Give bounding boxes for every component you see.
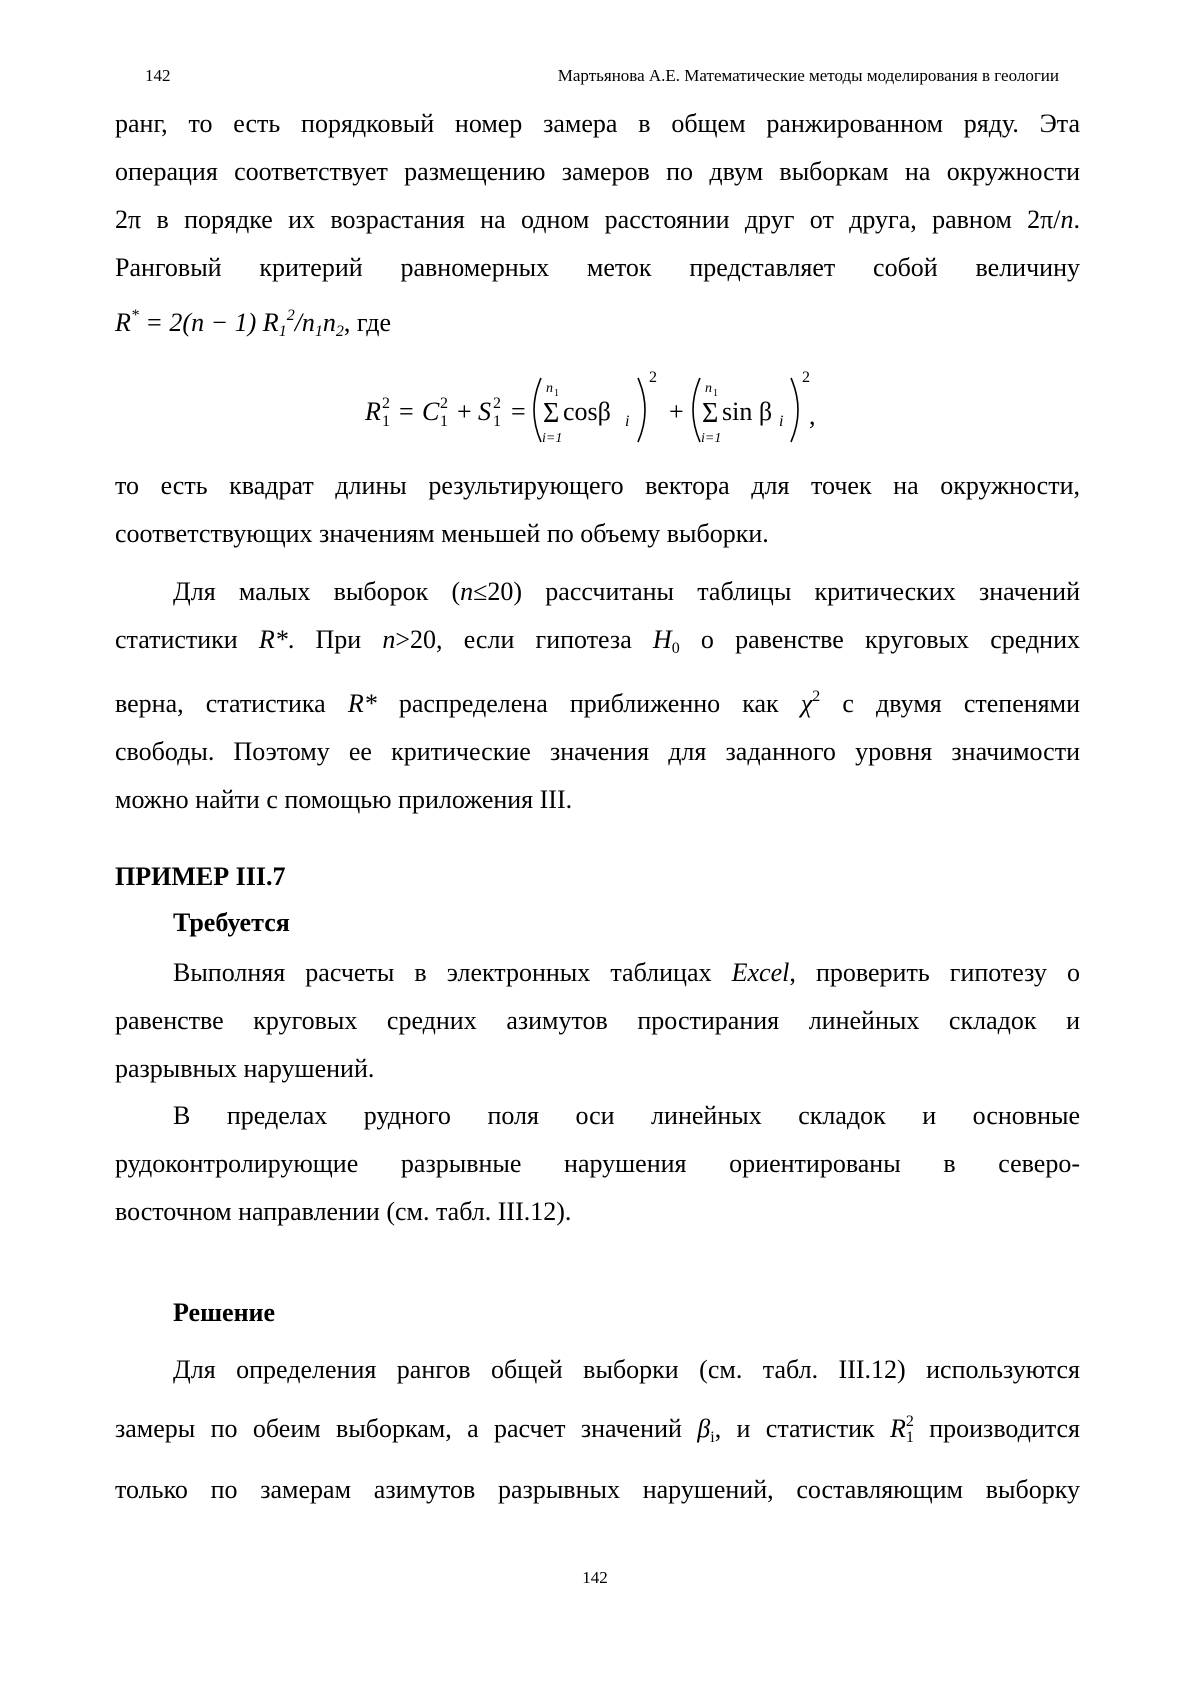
text-line: можно найти с помощью приложения III.	[115, 785, 573, 814]
variable-h-subscript: 0	[671, 640, 680, 657]
variable-chi-superscript: 2	[812, 688, 821, 705]
sin-beta: sin β	[722, 397, 773, 426]
equals-sign: =	[511, 397, 526, 426]
text-line: только по замерам азимутов разрывных нарушений, составляющим выборку	[115, 1475, 1080, 1504]
text-line: восточном направлении (см. табл. III.12).	[115, 1197, 572, 1226]
text-line: В пределах рудного поля оси линейных складок и основные	[173, 1101, 1080, 1130]
header-running-title: Мартьянова А.Е. Математические методы моделирования в геологии	[557, 66, 1059, 85]
square-exponent: 2	[802, 369, 810, 386]
left-paren	[693, 378, 700, 442]
display-formula-r1-squared	[365, 370, 825, 450]
sum-upper-limit-sub: 1	[713, 388, 718, 399]
text-fragment: о равенстве круговых средних	[679, 625, 1080, 654]
example-heading: ПРИМЕР III.7	[115, 862, 286, 891]
text-fragment: 2π в порядке их возрастания на одном расстоянии друг от друга, равном 2π/	[115, 205, 1061, 234]
text-line	[115, 616, 1080, 673]
variable-n: n	[460, 577, 474, 606]
formula-s: S	[478, 397, 491, 426]
square-exponent: 2	[649, 369, 657, 386]
sin-index: i	[779, 413, 784, 430]
sum-icon: Σ	[702, 398, 719, 429]
text-line: свободы. Поэтому ее критические значения для заданного уровня значимости	[115, 737, 1080, 766]
cos-beta: cosβ	[563, 397, 611, 426]
equals-sign: =	[399, 397, 414, 426]
cos-index: i	[625, 413, 630, 430]
text-line	[115, 1396, 1080, 1464]
text-fragment: , где	[343, 308, 392, 337]
sum-upper-limit: n	[705, 381, 712, 396]
formula-s-sub: 1	[493, 413, 501, 430]
text-fragment: с двумя степенями	[820, 689, 1080, 718]
sum-icon: Σ	[543, 398, 560, 429]
formula-lhs-sup: 2	[382, 395, 390, 412]
variable-n: n	[382, 625, 396, 654]
header-page-number: 142	[145, 66, 171, 85]
formula-c-sup: 2	[440, 395, 448, 412]
text-line	[115, 568, 1080, 616]
required-heading: Требуется	[173, 908, 290, 937]
text-line-with-statistic	[115, 292, 1080, 356]
text-line	[115, 949, 1080, 997]
formula-lhs-sub: 1	[382, 413, 390, 430]
text-line: ранг, то есть порядковый номер замера в общем ранжированном ряду. Эта	[115, 109, 1080, 138]
text-fragment: распределена приближенно как	[376, 689, 801, 718]
text-fragment: ≤20) рассчитаны таблицы критических значений	[473, 577, 1081, 606]
footer-page-number: 142	[582, 1568, 608, 1587]
sum-lower-limit: i=1	[701, 431, 722, 446]
left-paren	[534, 378, 541, 442]
text-line	[115, 673, 1080, 728]
formula-comma: ,	[809, 401, 816, 430]
text-fragment: , проверить гипотезу о	[789, 958, 1080, 987]
variable-r-star: R*	[258, 625, 288, 654]
variable-n: n	[1060, 205, 1074, 234]
formula-s-sup: 2	[493, 395, 501, 412]
plus-sign: +	[457, 397, 472, 426]
text-line: Для определения рангов общей выборки (см. табл. III.12) используются	[173, 1355, 1080, 1384]
right-paren	[638, 378, 645, 442]
text-line: рудоконтролирующие разрывные нарушения ориентированы в северо-	[115, 1149, 1080, 1178]
text-fragment: производится	[913, 1414, 1080, 1443]
variable-beta-subscript: i	[710, 1429, 715, 1446]
paragraph-rank-definition	[115, 100, 1080, 356]
plus-sign: +	[669, 397, 684, 426]
variable-beta: β	[697, 1414, 711, 1443]
variable-r-superscript: 2	[905, 1413, 914, 1430]
solution-heading: Решение	[173, 1298, 276, 1327]
sum-upper-limit: n	[546, 381, 553, 396]
text-line: разрывных нарушений.	[115, 1054, 375, 1083]
text-line: то есть квадрат длины результирующего вектора для точек на окружности,	[115, 471, 1080, 500]
text-line: Ранговый критерий равномерных меток представляет собой величину	[115, 253, 1080, 282]
sum-lower-limit: i=1	[542, 431, 563, 446]
right-paren	[791, 378, 798, 442]
sum-upper-limit-sub: 1	[554, 388, 559, 399]
text-line: соответствующих значениям меньшей по объему выборки.	[115, 519, 769, 548]
formula-c-sub: 1	[440, 413, 448, 430]
variable-h: H	[652, 625, 672, 654]
variable-r: R	[889, 1414, 906, 1443]
variable-chi: χ	[800, 689, 813, 718]
paragraph-task	[115, 949, 1080, 1093]
variable-r-subscript: 1	[905, 1429, 914, 1446]
formula-c: C	[422, 397, 440, 426]
paragraph-solution	[115, 1344, 1080, 1516]
inline-formula-r-star: R* = 2(n − 1) $R_1^2/n_1n_2$	[115, 307, 344, 340]
text-fragment: , и статистик	[714, 1414, 890, 1443]
text-fragment: статистики	[115, 625, 259, 654]
text-fragment: замеры по обеим выборкам, а расчет значений	[115, 1414, 698, 1443]
text-fragment: . При	[287, 625, 383, 654]
text-fragment: верна, статистика	[115, 689, 348, 718]
text-line	[115, 196, 1080, 244]
text-line: равенстве круговых средних азимутов простирания линейных складок и	[115, 1006, 1080, 1035]
paragraph-small-samples	[115, 568, 1080, 824]
paragraph-ore-field	[115, 1092, 1080, 1236]
text-fragment: Для малых выборок (	[173, 577, 461, 606]
text-line: операция соответствует размещению замеров по двум выборкам на окружности	[115, 157, 1080, 186]
variable-r-star: R*	[347, 689, 377, 718]
text-fragment: Выполняя расчеты в электронных таблицах	[173, 958, 732, 987]
excel-name: Excel	[731, 958, 790, 987]
text-fragment: .	[1073, 205, 1080, 234]
paragraph-vector-length	[115, 462, 1080, 558]
formula-lhs-r: R	[365, 397, 381, 426]
text-fragment: >20, если гипотеза	[395, 625, 653, 654]
